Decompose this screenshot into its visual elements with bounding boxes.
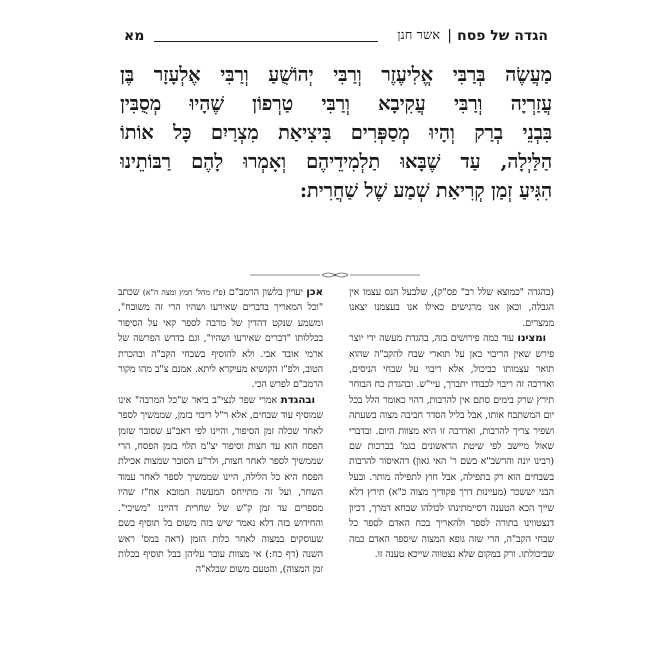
main-text-line: הַלַּיְלָה, עַד שֶׁבָּאוּ תַלְמִידֵיהֶם וְאָמְרוּ לָהֶם רַבּוֹתֵינוּ	[120, 150, 552, 173]
header-author: אשר חנן	[397, 28, 440, 43]
main-text-line: הִגִּיעַ זְמַן קְרִיאַת שְׁמַע שֶׁל שַׁחֲרִית:	[299, 179, 552, 202]
main-text-line: בִּבְנֵי בְרַק וְהָיוּ מְסַפְּרִים בִּיצִיאַת מִצְרַיִם כָּל אוֹתוֹ	[120, 121, 552, 144]
commentary-right-column	[349, 285, 554, 562]
main-haggadah-text	[120, 60, 552, 205]
paragraph-lead-word: ומצינו	[517, 332, 546, 345]
commentary-paragraph	[118, 393, 323, 578]
ornament-divider	[250, 271, 420, 279]
header-title: הגדה של פסח	[457, 28, 548, 44]
paragraph-lead-word: ובהגדת	[280, 393, 315, 406]
main-text-line: מַעֲשֶׂה בְּרַבִּי אֱלִיעֶזֶר וְרַבִּי יְהוֹשֻׁעַ וְרַבִּי אֶלְעָזָר בֶּן	[120, 63, 552, 86]
paragraph-text: שכתב "וכל המאריך בדברים שאירעו ושהיו הרי זה משובח", ומשמע שנקט דהדין של מרבה לספר קאי על הסיפור בכללותו "דברים שאירעו ושהיו", וגם בדרש הפרשה של ארמי אובד אבי. ולא להוסיף בשבחי הקב"ה ובהכרת הטוב, ולפ"ז הקושיא מעיקרא ליתא. אמנם צ"ב מהו מקור הרמב"ם לפרש הכי.	[118, 287, 323, 391]
paragraph-text: (בהגדה "כמוצא שלל רב" פס"ק), שלבעל הנס עצמו אין הגבלה, וכאן אנו מרגישים כאילו אנו בעצמנו יצאנו ממצרים.	[349, 287, 554, 329]
commentary-paragraph	[349, 331, 554, 562]
commentary-left-column	[118, 285, 323, 578]
commentary-columns	[118, 285, 554, 605]
commentary-paragraph	[118, 285, 323, 393]
paragraph-text: יעויין בלשון הרמב"ם	[228, 287, 303, 298]
paragraph-text: אמרי שפר לנצי"ב ביאר ש"כל המרבה" אינו שמוסיף עוד שבחים, אלא ר"ל ריבוי בזמן, שממשיך לספר לאחר שכלה זמן הסיפור, והיינו לפי ראב"ע שסובר שזמן הפסח הוא עד חצות וסיפור יצ"מ תלוי בזמן הפסח, הרי שממשיך לספר לאחר חצות, ולר"ע הסובר שמצות אכילת הפסח היא כל הלילה, היינו שממשיך לספר לאחר עמוד השחר, ועל זה מתייחס המעשה המובא אח"ז שהיו מספרים עד זמן ק"ש של שחרית דהיינו "משיכי". והחידוש בזה דלא נאמר שיש בזה משום בל תוסיף בשם שעוסקים במצוה לאחר כלות הזמן (ראה במס' ראש השנה (דף כח:) אי מצוות עובר עליהן בבל תוסיף בכלות זמן המצוה), והטעם משום שבלא"ה	[118, 394, 323, 576]
commentary-paragraph	[349, 285, 554, 331]
header-rule	[154, 41, 378, 42]
paragraph-citation: (פ"ז מהל' חמץ ומצה ה"א)	[142, 288, 226, 297]
main-text-line: עֲזַרְיָה וְרַבִּי עֲקִיבָא וְרַבִּי טַרְפוֹן שֶׁהָיוּ מְסֻבִּין	[120, 92, 552, 115]
paragraph-text: עוד כמה פירושים בזה, בהגדת מעשה ידי יוצר פירש שאין הריבוי כאן על תוארי שבח להקב"ה שהוא תואר עצמותו כביכול, אלא ריבוי על שבחי הניסים, ואדרבה זה ריבוי לכבודו יתברך, עיי"ש. ובהגדת כח הבוחר תירץ שרק בימים סתם אין להרבות, דהוי כאומר הלל בכל יום המשתבח אותו, אבל בליל הסדר חביבה מצוה בשעתה ושפיר צריך להרבות, ואדרבה זו היא מצוות היום. ובדברי שאול מיישב לפי שיטת הראשונים בגמ' בברכות שם (רבינו יונה והרשב"א בשם ר' האי גאון) דהאיסור להרבות בשבחים הוא רק בתפילה, אבל חוץ לתפילה מותר. ובעל הבני יששכר (מעיינות דרך פקודיך מצוה כ"א) תירץ דלא שייך הכא הטענה דסיימתינהו לכולהו שבחא דמרך, דכיון דנצטווינו בתורה לספר ולהאריך בכח האדם לספר כל שבחי הקב"ה, הרי שזה גופא המצוה שיספר האדם כמה שביכולתו. ורק במקום שלא נצטווה שייכא טענה זו.	[349, 333, 554, 560]
header-separator: |	[447, 28, 452, 44]
paragraph-lead-word: אכן	[306, 286, 323, 298]
page-header	[124, 26, 548, 48]
page-number: מא	[124, 28, 145, 44]
